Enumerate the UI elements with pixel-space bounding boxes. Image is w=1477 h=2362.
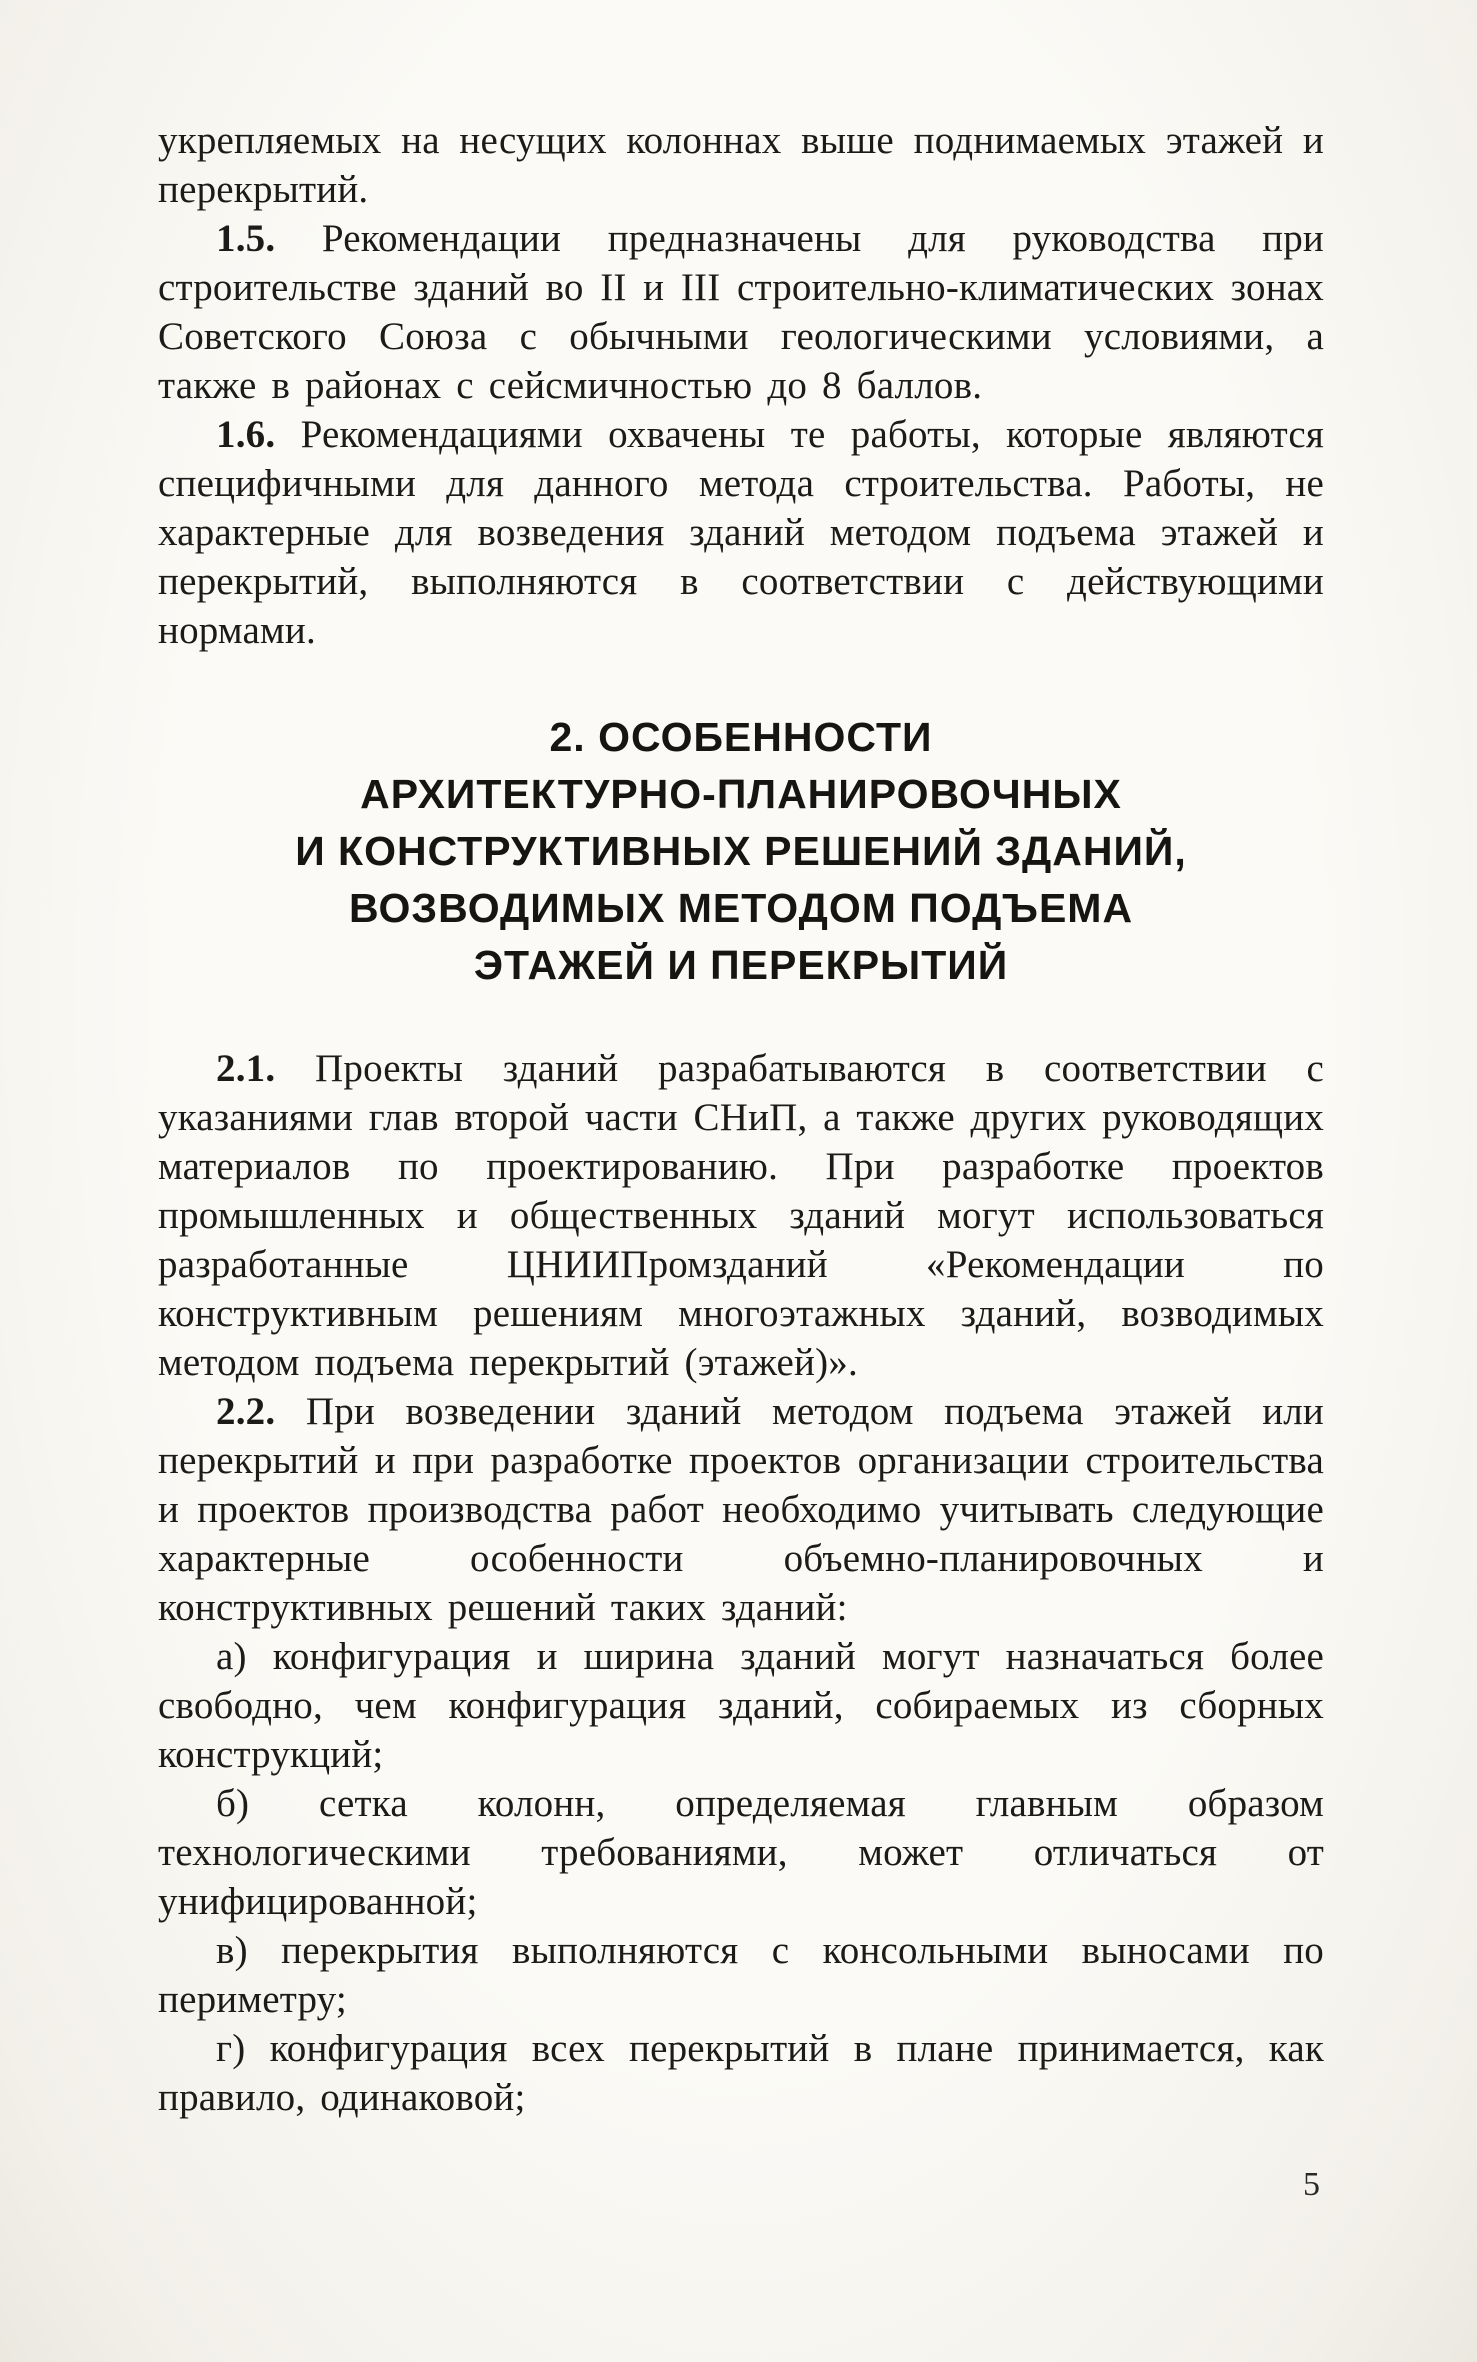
paragraph-1-6 — [158, 410, 1324, 655]
paragraph-text-2-2: При возведении зданий методом подъема этажей или перекрытий и при разработке проектов организации строительства и проектов производства работ необходимо учитывать следующие характерные особенности объемно-планировочных и конструктивных решений таких зданий: — [158, 1390, 1325, 1629]
heading-line-4: ВОЗВОДИМЫХ МЕТОДОМ ПОДЪЕМА — [348, 885, 1134, 931]
list-item-v: в) перекрытия выполняются с консольными выносами по периметру; — [158, 1929, 1324, 2021]
paragraph-1-5 — [158, 214, 1324, 410]
list-item-b: б) сетка колонн, определяемая главным образом технологическими требованиями, может отличаться от унифицированной; — [158, 1782, 1324, 1923]
text-column — [158, 116, 1324, 2204]
heading-line-1: 2. ОСОБЕННОСТИ — [549, 714, 933, 760]
heading-line-5: ЭТАЖЕЙ И ПЕРЕКРЫТИЙ — [473, 942, 1009, 988]
paragraph-2-2 — [158, 1387, 1324, 1632]
page-number: 5 — [1303, 2166, 1320, 2203]
paragraph-number-2-2: 2.2. — [216, 1390, 276, 1433]
heading-line-2: АРХИТЕКТУРНО-ПЛАНИРОВОЧНЫХ — [360, 771, 1122, 817]
paragraph-2-1 — [158, 1044, 1324, 1387]
heading-line-3: И КОНСТРУКТИВНЫХ РЕШЕНИЙ ЗДАНИЙ, — [295, 828, 1187, 874]
paragraph-text-1-6: Рекомендациями охвачены те работы, которые являются специфичными для данного метода строительства. Работы, не характерные для возведения зданий методом подъема этажей и перекрытий, выполняются в соответствии с действующими нормами. — [158, 413, 1324, 652]
paragraph-text-1-5: Рекомендации предназначены для руководства при строительстве зданий во II и III строительно-климатических зонах Советского Союза с обычными геологическими условиями, а также в районах с сейсмичностью до 8 баллов. — [158, 217, 1324, 407]
section-heading — [158, 709, 1324, 994]
paragraph-text-2-1: Проекты зданий разрабатываются в соответствии с указаниями глав второй части СНиП, а также других руководящих материалов по проектированию. При разработке проектов промышленных и общественных зданий могут использоваться разработанные ЦНИИПромзданий «Рекомендации по конструктивным решениям многоэтажных зданий, возводимых методом подъема перекрытий (этажей)». — [158, 1047, 1324, 1384]
paragraph-number-1-5: 1.5. — [216, 217, 276, 260]
paragraph-number-1-6: 1.6. — [216, 413, 276, 456]
paragraph-number-2-1: 2.1. — [216, 1047, 276, 1090]
list-item-a: а) конфигурация и ширина зданий могут назначаться более свободно, чем конфигурация зданий, собираемых из сборных конструкций; — [158, 1635, 1324, 1776]
paragraph-continuation: укрепляемых на несущих колоннах выше поднимаемых этажей и перекрытий. — [158, 119, 1324, 211]
list-item-g: г) конфигурация всех перекрытий в плане принимается, как правило, одинаковой; — [158, 2027, 1324, 2119]
